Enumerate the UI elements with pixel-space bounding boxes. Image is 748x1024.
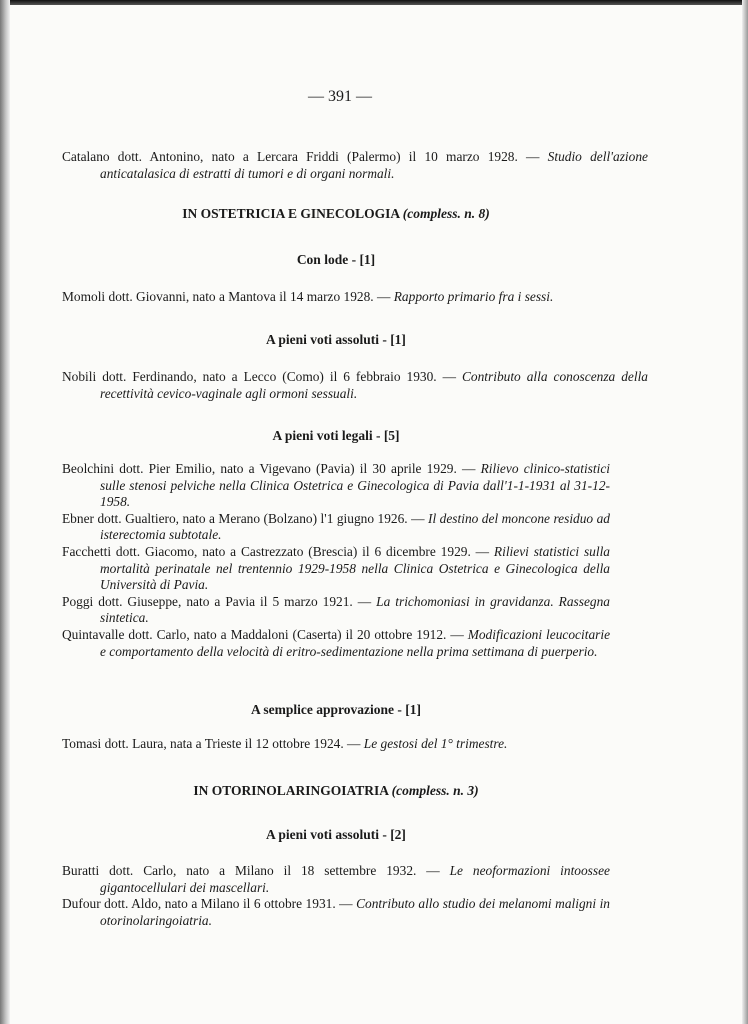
section-title: IN OTORINOLARINGOIATRIA	[193, 783, 389, 798]
page-number: — 391 —	[308, 88, 372, 105]
entry-author: Poggi dott. Giuseppe, nato a Pavia il 5 marzo 1921. —	[62, 593, 377, 609]
entry-author: Facchetti dott. Giacomo, nato a Castrezzato (Brescia) il 6 dicembre 1929. —	[62, 543, 494, 559]
entry-title: Studio dell'azione anticatalasica di estratti di tumori e di organi normali.	[100, 149, 648, 181]
scan-top-edge	[0, 0, 748, 5]
entry-author: Nobili dott. Ferdinando, nato a Lecco (Como) il 6 febbraio 1930. —	[62, 369, 462, 384]
section-count: (compless. n. 3)	[391, 783, 479, 798]
entry-author: Ebner dott. Gualtiero, nato a Merano (Bolzano) l'1 giugno 1926. —	[62, 510, 428, 526]
entry-title: Rapporto primario fra i sessi.	[393, 289, 554, 304]
entry-author: Tomasi dott. Laura, nata a Trieste il 12 ottobre 1924. —	[62, 736, 364, 751]
entry-list-legali	[62, 461, 610, 660]
entry-nobili	[62, 369, 648, 402]
entry-title: Le neoformazioni intoossee gigantocellulari dei mascellari.	[100, 863, 610, 895]
group-heading: A pieni voti assoluti - [2]	[266, 827, 406, 842]
entry-poggi	[62, 594, 610, 627]
entry-beolchini	[62, 461, 610, 511]
entry-author: Catalano dott. Antonino, nato a Lercara Friddi (Palermo) il 10 marzo 1928. —	[62, 149, 548, 164]
entry-momoli	[62, 289, 648, 306]
entry-author: Quintavalle dott. Carlo, nato a Maddaloni (Caserta) il 20 ottobre 1912. —	[62, 626, 468, 642]
section-count: (compless. n. 8)	[402, 206, 490, 221]
entry-buratti	[62, 863, 610, 896]
entry-title: Le gestosi del 1° trimestre.	[363, 736, 508, 751]
entry-title: La trichomoniasi in gravidanza. Rassegna sintetica.	[100, 593, 610, 626]
entry-title: Contributo alla conoscenza della recettività cevico-vaginale agli ormoni sessuali.	[100, 369, 648, 401]
entry-author: Momoli dott. Giovanni, nato a Mantova il 14 marzo 1928. —	[62, 289, 394, 304]
section-heading-ostetricia	[62, 206, 610, 222]
entry-title: Contributo allo studio dei melanomi maligni in otorinolaringoiatria.	[100, 896, 610, 928]
section-heading-otorinolaringoiatria	[62, 783, 610, 799]
entry-catalano	[62, 149, 648, 182]
entry-dufour	[62, 896, 610, 929]
section-title: IN OSTETRICIA E GINECOLOGIA	[182, 206, 400, 221]
entry-title: Il destino del moncone residuo ad isterectomia subtotale.	[100, 510, 610, 543]
scan-right-edge	[742, 0, 748, 1024]
entry-title: Rilievo clinico-statistici sulle stenosi pelviche nella Clinica Ostetrica e Ginecologica di Pavia dall'1-1-1931 al 31-12-1958.	[100, 461, 610, 510]
group-heading: A semplice approvazione - [1]	[251, 702, 421, 717]
group-heading: A pieni voti assoluti - [1]	[266, 332, 406, 347]
entry-title: Rilievi statistici sulla mortalità perinatale nel trentennio 1929-1958 nella Clinica Ostetrica e Ginecologica della Università di Pavia.	[100, 543, 610, 593]
entry-facchetti	[62, 544, 610, 594]
entry-author: Beolchini dott. Pier Emilio, nato a Vigevano (Pavia) il 30 aprile 1929. —	[62, 461, 481, 476]
entry-quintavalle	[62, 627, 610, 660]
entry-title: Modificazioni leucocitarie e comportamento della velocità di eritro-sedimentazione nella prima settimana di puerperio.	[100, 626, 611, 659]
group-heading: Con lode - [1]	[296, 252, 376, 267]
entry-ebner	[62, 511, 610, 544]
scan-left-edge	[0, 0, 10, 1024]
entry-author: Dufour dott. Aldo, nato a Milano il 6 ottobre 1931. —	[62, 896, 357, 912]
entry-list-otorino	[62, 863, 610, 929]
entry-author: Buratti dott. Carlo, nato a Milano il 18 settembre 1932. —	[62, 863, 450, 878]
entry-tomasi	[62, 736, 648, 753]
group-heading: A pieni voti legali - [5]	[272, 428, 400, 443]
